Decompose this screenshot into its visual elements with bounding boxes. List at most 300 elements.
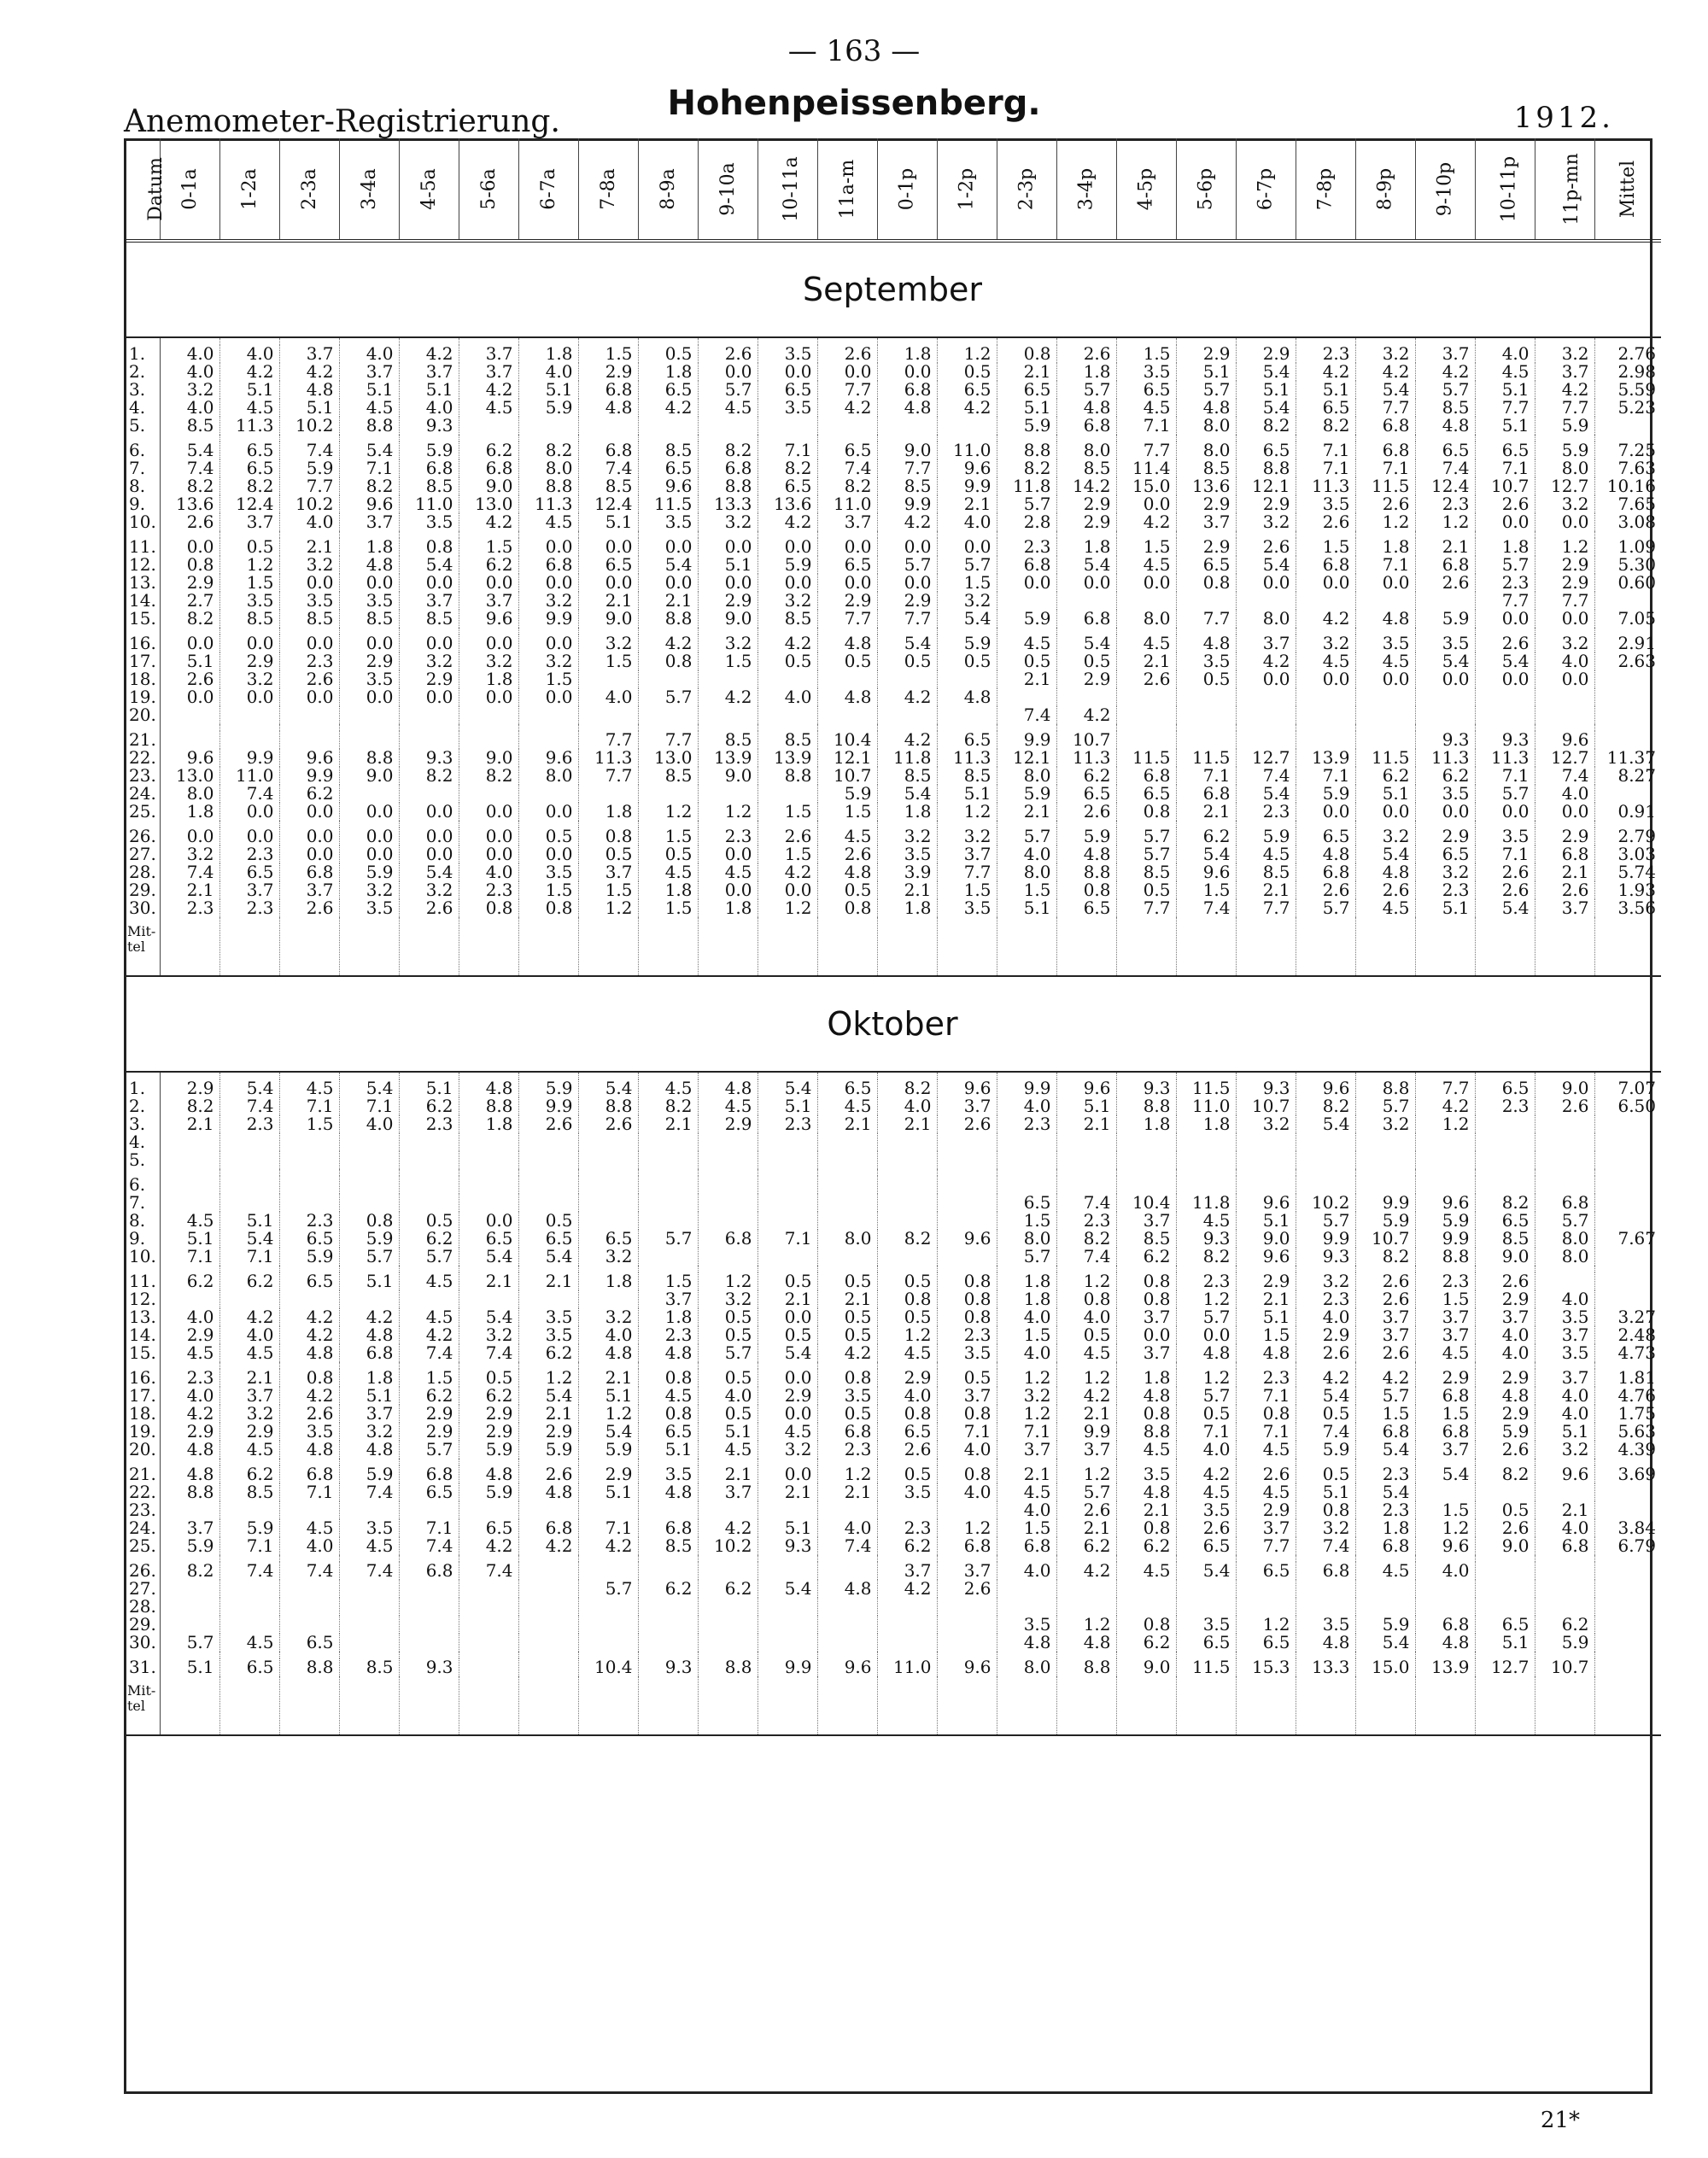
hourly-value-cell: 6.5 [1236,442,1296,459]
date-cell: 22. [124,749,160,767]
hourly-value-cell: 6.8 [399,459,459,477]
hourly-value-cell [160,1194,219,1212]
hourly-value-cell: 0.8 [937,1405,997,1423]
hourly-value-cell: 0.0 [160,688,219,706]
date-cell: 31. [124,1658,160,1676]
hourly-value-cell: 5.4 [1355,381,1415,399]
table-row [124,1501,1661,1519]
hourly-value-cell: 2.1 [937,495,997,513]
hourly-value-cell: 3.5 [877,845,937,863]
hourly-value-cell: 2.9 [160,1423,219,1441]
hourly-value-cell: 8.8 [757,767,817,785]
hourly-value-cell: 5.7 [1116,845,1176,863]
hourly-value-cell: 0.0 [160,635,219,652]
table-row [124,556,1661,574]
hourly-value-cell: 8.8 [1355,1079,1415,1097]
hourly-value-cell: 6.2 [459,442,518,459]
hourly-value-cell: 4.5 [1116,635,1176,652]
hourly-value-cell: 1.5 [997,881,1056,899]
hourly-value-cell: 9.6 [459,610,518,628]
hourly-value-cell: 2.6 [1296,1344,1355,1362]
date-cell: 17. [124,652,160,670]
hourly-value-cell: 2.9 [399,1405,459,1423]
hourly-value-cell: 5.7 [1415,381,1475,399]
date-cell: 28. [124,1598,160,1616]
hourly-value-cell: 4.2 [698,688,757,706]
hourly-value-cell [1116,688,1176,706]
hourly-value-cell: 4.5 [1116,1562,1176,1580]
hourly-value-cell: 5.9 [339,863,399,881]
hourly-value-cell: 0.5 [518,1212,578,1230]
date-cell: 8. [124,477,160,495]
hourly-value-cell: 2.6 [1475,635,1535,652]
hourly-value-cell: 4.2 [757,635,817,652]
hourly-value-cell: 5.7 [1176,1387,1236,1405]
hourly-value-cell: 3.2 [1296,1272,1355,1290]
hourly-value-cell: 8.5 [1116,1230,1176,1248]
hourly-value-cell [160,1501,219,1519]
hourly-value-cell: 0.0 [399,574,459,592]
hourly-value-cell: 9.6 [1415,1537,1475,1555]
table-row [124,899,1661,917]
hourly-value-cell [757,1562,817,1580]
hourly-value-cell: 8.8 [1236,459,1296,477]
hourly-value-cell: 2.6 [1415,574,1475,592]
hourly-value-cell: 8.0 [1176,417,1236,435]
daily-mean-cell [1594,706,1661,724]
hourly-value-cell: 12.4 [219,495,279,513]
hourly-value-cell: 1.2 [1056,1272,1116,1290]
hourly-value-cell: 2.9 [698,1115,757,1133]
hourly-value-cell: 6.5 [459,1230,518,1248]
hourly-value-cell: 12.7 [1236,749,1296,767]
hourly-value-cell [1475,688,1535,706]
hourly-value-cell: 5.4 [1236,785,1296,803]
column-header [578,138,638,241]
hourly-value-cell: 8.5 [638,767,698,785]
hourly-value-cell: 13.6 [1176,477,1236,495]
hourly-value-cell: 3.5 [1176,1501,1236,1519]
hourly-value-cell: 8.8 [1116,1423,1176,1441]
hourly-value-cell: 8.5 [877,477,937,495]
hourly-value-cell: 5.9 [1236,828,1296,845]
hourly-value-cell: 11.5 [1176,1658,1236,1676]
hourly-value-cell: 4.0 [1535,652,1594,670]
hourly-value-cell: 3.7 [937,845,997,863]
hourly-value-cell: 4.8 [578,1344,638,1362]
hourly-value-cell: 0.8 [1116,1405,1176,1423]
hourly-value-cell: 5.9 [1355,1616,1415,1634]
hourly-value-cell: 6.8 [698,459,757,477]
hourly-value-cell: 0.8 [1176,574,1236,592]
hourly-value-cell [1535,1483,1594,1501]
hourly-value-cell: 0.0 [817,538,877,556]
hourly-value-cell: 8.2 [1475,1465,1535,1483]
hourly-value-cell: 5.1 [757,1097,817,1115]
hourly-value-cell: 3.5 [937,899,997,917]
hourly-value-cell [339,1176,399,1194]
hourly-value-cell: 5.4 [1236,399,1296,417]
hourly-value-cell: 3.7 [399,363,459,381]
hourly-value-cell [757,417,817,435]
hourly-value-cell: 0.0 [219,803,279,821]
hourly-value-cell [578,1133,638,1151]
hourly-value-cell: 8.2 [1475,1194,1535,1212]
hourly-value-cell: 8.8 [339,417,399,435]
hourly-value-cell [518,1290,578,1308]
hourly-value-cell: 0.0 [1475,610,1535,628]
hourly-value-cell: 1.5 [279,1115,339,1133]
hourly-value-cell: 9.9 [937,477,997,495]
hourly-value-cell: 4.2 [877,688,937,706]
hourly-value-cell: 1.5 [578,345,638,363]
hourly-value-cell: 6.8 [817,1423,877,1441]
hourly-value-cell [1355,706,1415,724]
hourly-value-cell: 9.0 [1116,1658,1176,1676]
hourly-value-cell: 12.1 [1236,477,1296,495]
date-cell: 4. [124,1133,160,1151]
hourly-value-cell: 2.9 [1176,495,1236,513]
hourly-value-cell: 0.0 [757,881,817,899]
hourly-value-cell: 10.7 [1535,1658,1594,1676]
hourly-value-cell: 9.6 [937,1230,997,1248]
hourly-value-cell: 0.8 [578,828,638,845]
hourly-value-cell: 5.7 [997,1248,1056,1266]
hourly-value-cell: 2.6 [1535,881,1594,899]
date-cell: 5. [124,417,160,435]
hourly-value-cell [399,1634,459,1652]
hourly-value-cell: 9.6 [1296,1079,1355,1097]
hourly-value-cell [1415,706,1475,724]
hourly-value-cell: 4.0 [459,863,518,881]
date-cell: 12. [124,556,160,574]
date-cell: 26. [124,1562,160,1580]
hourly-value-cell: 5.1 [339,1272,399,1290]
hourly-value-cell: 1.8 [997,1272,1056,1290]
hourly-value-cell: 15.0 [1355,1658,1415,1676]
table-row [124,652,1661,670]
hourly-value-cell: 0.0 [1355,574,1415,592]
hourly-value-cell: 4.2 [1056,1387,1116,1405]
hourly-value-cell: 5.9 [578,1441,638,1459]
hourly-value-cell: 5.7 [638,688,698,706]
hourly-value-cell: 0.0 [1415,803,1475,821]
hourly-value-cell: 6.5 [1296,399,1355,417]
hourly-value-cell: 10.2 [279,417,339,435]
hourly-value-cell: 2.9 [1236,1501,1296,1519]
table-row [124,635,1661,652]
hourly-value-cell: 6.2 [219,1465,279,1483]
hourly-value-cell: 3.2 [1236,513,1296,531]
hourly-value-cell: 8.2 [1176,1248,1236,1266]
column-header [459,138,518,241]
hourly-value-cell: 4.2 [757,863,817,881]
hourly-value-cell: 5.7 [698,381,757,399]
date-cell: 16. [124,635,160,652]
hourly-value-cell [997,1133,1056,1151]
hourly-value-cell [937,1616,997,1634]
hourly-value-cell [817,670,877,688]
hourly-value-cell [937,1176,997,1194]
hourly-value-cell: 8.2 [817,477,877,495]
hourly-value-cell [698,1151,757,1169]
hourly-value-cell: 4.8 [1176,399,1236,417]
hourly-value-cell: 9.6 [518,749,578,767]
hourly-value-cell: 6.5 [219,442,279,459]
hourly-value-cell [817,1501,877,1519]
hourly-value-cell: 0.5 [1176,670,1236,688]
hourly-value-cell: 6.8 [877,381,937,399]
hourly-value-cell: 6.8 [279,863,339,881]
column-header [1056,138,1116,241]
hourly-value-cell [578,1176,638,1194]
hourly-value-cell: 8.8 [339,749,399,767]
hourly-value-cell: 9.9 [1355,1194,1415,1212]
column-header-label: Mittel [1617,160,1639,218]
hourly-value-cell: 0.0 [757,1369,817,1387]
column-header-label: 4-5p [1135,167,1157,210]
hourly-value-cell: 0.0 [339,635,399,652]
hourly-value-cell: 8.2 [219,477,279,495]
hourly-value-cell: 3.2 [518,652,578,670]
hourly-value-cell: 8.0 [997,767,1056,785]
hourly-value-cell: 2.3 [1056,1212,1116,1230]
hourly-value-cell: 6.5 [1475,1079,1535,1097]
hourly-value-cell: 4.5 [1355,1562,1415,1580]
hourly-value-cell [459,417,518,435]
hourly-value-cell: 2.9 [877,592,937,610]
hourly-value-cell [1116,1598,1176,1616]
hourly-value-cell [1535,1115,1594,1133]
hourly-value-cell: 12.4 [578,495,638,513]
hourly-value-cell: 5.4 [1056,556,1116,574]
hourly-value-cell: 6.2 [399,1387,459,1405]
hourly-value-cell: 9.0 [459,477,518,495]
hourly-value-cell [219,706,279,724]
hourly-value-cell: 1.8 [877,345,937,363]
hourly-value-cell: 4.5 [698,863,757,881]
hourly-value-cell: 8.5 [937,767,997,785]
column-header-row [124,138,1661,241]
hourly-value-cell: 0.0 [399,845,459,863]
hourly-value-cell: 7.4 [997,706,1056,724]
hourly-value-cell [578,1616,638,1634]
hourly-value-cell: 4.0 [1296,1308,1355,1326]
hourly-value-cell: 5.4 [1355,845,1415,863]
hourly-value-cell: 6.8 [399,1562,459,1580]
hourly-value-cell: 0.5 [698,1326,757,1344]
hourly-value-cell: 3.7 [578,863,638,881]
hourly-value-cell: 5.1 [578,1483,638,1501]
hourly-value-cell: 10.4 [578,1658,638,1676]
hourly-value-cell: 2.1 [877,881,937,899]
hourly-value-cell: 2.6 [698,345,757,363]
month-heading: September [124,241,1661,337]
hourly-value-cell: 5.9 [757,556,817,574]
page-number: — 163 — [787,34,921,68]
hourly-value-cell: 5.4 [1415,1465,1475,1483]
hourly-value-cell: 7.4 [399,1344,459,1362]
hourly-value-cell [279,1151,339,1169]
table-row [124,749,1661,767]
hourly-value-cell: 4.2 [279,1308,339,1326]
hourly-value-cell: 2.1 [638,592,698,610]
hourly-value-cell: 3.7 [1415,1326,1475,1344]
hourly-value-cell: 1.2 [1415,1519,1475,1537]
date-cell: 10. [124,1248,160,1266]
hourly-value-cell: 2.3 [1296,345,1355,363]
hourly-value-cell: 5.7 [1535,1212,1594,1230]
hourly-value-cell: 3.7 [1415,1441,1475,1459]
hourly-value-cell [160,706,219,724]
hourly-value-cell: 3.9 [877,863,937,881]
hourly-value-cell: 6.8 [279,1465,339,1483]
hourly-value-cell: 0.8 [1116,803,1176,821]
hourly-value-cell: 0.0 [638,574,698,592]
hourly-value-cell [877,670,937,688]
hourly-value-cell: 8.0 [1236,610,1296,628]
daily-mean-cell [1594,731,1661,749]
hourly-value-cell: 2.6 [877,1441,937,1459]
hourly-value-cell: 5.4 [757,1580,817,1598]
hourly-value-cell: 0.0 [160,538,219,556]
hourly-value-cell: 2.3 [1296,1290,1355,1308]
hourly-value-cell: 4.2 [877,1580,937,1598]
hourly-value-cell: 1.2 [817,1465,877,1483]
hourly-value-cell: 0.8 [518,899,578,917]
hourly-value-cell: 11.8 [1176,1194,1236,1212]
hourly-value-cell: 0.0 [279,845,339,863]
hourly-value-cell: 5.4 [1176,1562,1236,1580]
hourly-value-cell: 7.1 [997,1423,1056,1441]
hourly-value-cell: 13.9 [757,749,817,767]
hourly-value-cell: 3.7 [219,513,279,531]
hourly-value-cell: 5.1 [997,399,1056,417]
hourly-value-cell: 7.7 [1116,442,1176,459]
hourly-value-cell: 3.5 [219,592,279,610]
hourly-value-cell: 11.3 [1415,749,1475,767]
hourly-value-cell [1236,731,1296,749]
hourly-value-cell [160,1580,219,1598]
hourly-value-cell: 11.3 [1056,749,1116,767]
hourly-value-cell: 1.5 [638,899,698,917]
hourly-value-cell: 6.5 [399,1483,459,1501]
hourly-value-cell [1056,1151,1116,1169]
hourly-value-cell: 0.8 [997,345,1056,363]
hourly-value-cell: 0.0 [399,635,459,652]
hourly-value-cell: 3.7 [459,592,518,610]
hourly-value-cell: 7.4 [279,1562,339,1580]
hourly-value-cell: 5.4 [1296,1115,1355,1133]
hourly-value-cell: 2.6 [1475,495,1535,513]
hourly-value-cell: 2.3 [219,845,279,863]
hourly-value-cell: 2.1 [698,1465,757,1483]
hourly-value-cell: 6.8 [1296,1562,1355,1580]
hourly-value-cell: 5.9 [518,399,578,417]
hourly-value-cell: 5.1 [578,513,638,531]
hourly-value-cell: 6.5 [279,1230,339,1248]
hourly-value-cell: 9.9 [997,1079,1056,1097]
hourly-value-cell [1176,706,1236,724]
hourly-value-cell: 4.2 [877,513,937,531]
table-row [124,1634,1661,1652]
table-row [124,1308,1661,1326]
hourly-value-cell: 7.1 [937,1423,997,1441]
hourly-value-cell: 5.7 [1056,1483,1116,1501]
hourly-value-cell [459,1658,518,1676]
hourly-value-cell: 4.5 [399,1308,459,1326]
hourly-value-cell: 4.5 [219,1344,279,1362]
hourly-value-cell: 3.7 [279,881,339,899]
hourly-value-cell: 5.9 [1296,1441,1355,1459]
hourly-value-cell [698,1501,757,1519]
hourly-value-cell: 3.2 [1355,828,1415,845]
hourly-value-cell: 3.2 [578,635,638,652]
hourly-value-cell [1116,1176,1176,1194]
hourly-value-cell: 0.0 [1475,513,1535,531]
hourly-value-cell: 9.3 [399,417,459,435]
hourly-value-cell: 7.7 [578,731,638,749]
hourly-value-cell: 8.0 [997,1230,1056,1248]
hourly-value-cell [339,1634,399,1652]
hourly-value-cell: 1.5 [1236,1326,1296,1344]
hourly-value-cell: 9.3 [1236,1079,1296,1097]
hourly-value-cell: 8.5 [279,610,339,628]
hourly-value-cell: 4.0 [1176,1441,1236,1459]
hourly-value-cell: 8.5 [638,1537,698,1555]
column-header [877,138,937,241]
hourly-value-cell [997,1598,1056,1616]
hourly-value-cell [459,1598,518,1616]
daily-mean-cell: 7.07 [1617,1078,1656,1098]
daily-mean-cell: 5.30 [1617,554,1656,575]
hourly-value-cell [578,1598,638,1616]
hourly-value-cell: 6.2 [1116,1248,1176,1266]
hourly-value-cell: 1.5 [1355,1405,1415,1423]
daily-mean-cell: 2.76 [1617,343,1656,364]
hourly-value-cell: 2.9 [1176,345,1236,363]
hourly-value-cell [578,1151,638,1169]
column-header-label: 11a-m [836,159,858,219]
hourly-value-cell: 4.2 [459,513,518,531]
hourly-value-cell: 2.3 [937,1326,997,1344]
hourly-value-cell: 8.0 [1535,459,1594,477]
hourly-value-cell: 6.8 [578,381,638,399]
hourly-value-cell: 4.8 [1296,1634,1355,1652]
hourly-value-cell: 3.7 [817,513,877,531]
hourly-value-cell: 3.2 [459,1326,518,1344]
hourly-value-cell: 12.4 [1415,477,1475,495]
column-header [339,138,399,241]
hourly-value-cell: 2.9 [1535,556,1594,574]
hourly-value-cell: 3.5 [1176,652,1236,670]
hourly-value-cell [1355,731,1415,749]
daily-mean-cell: 1.75 [1617,1403,1656,1424]
hourly-value-cell: 5.7 [578,1580,638,1598]
table-row [124,1519,1661,1537]
hourly-value-cell [937,1634,997,1652]
hourly-value-cell: 5.4 [399,556,459,574]
hourly-value-cell: 1.5 [997,1212,1056,1230]
hourly-value-cell: 3.7 [1535,363,1594,381]
hourly-value-cell: 5.7 [638,1230,698,1248]
hourly-value-cell: 4.0 [1475,345,1535,363]
hourly-value-cell: 2.6 [1236,1465,1296,1483]
hourly-value-cell: 5.9 [339,1465,399,1483]
hourly-value-cell: 8.8 [1056,1658,1116,1676]
hourly-value-cell: 5.4 [1176,845,1236,863]
hourly-value-cell: 9.6 [937,1079,997,1097]
